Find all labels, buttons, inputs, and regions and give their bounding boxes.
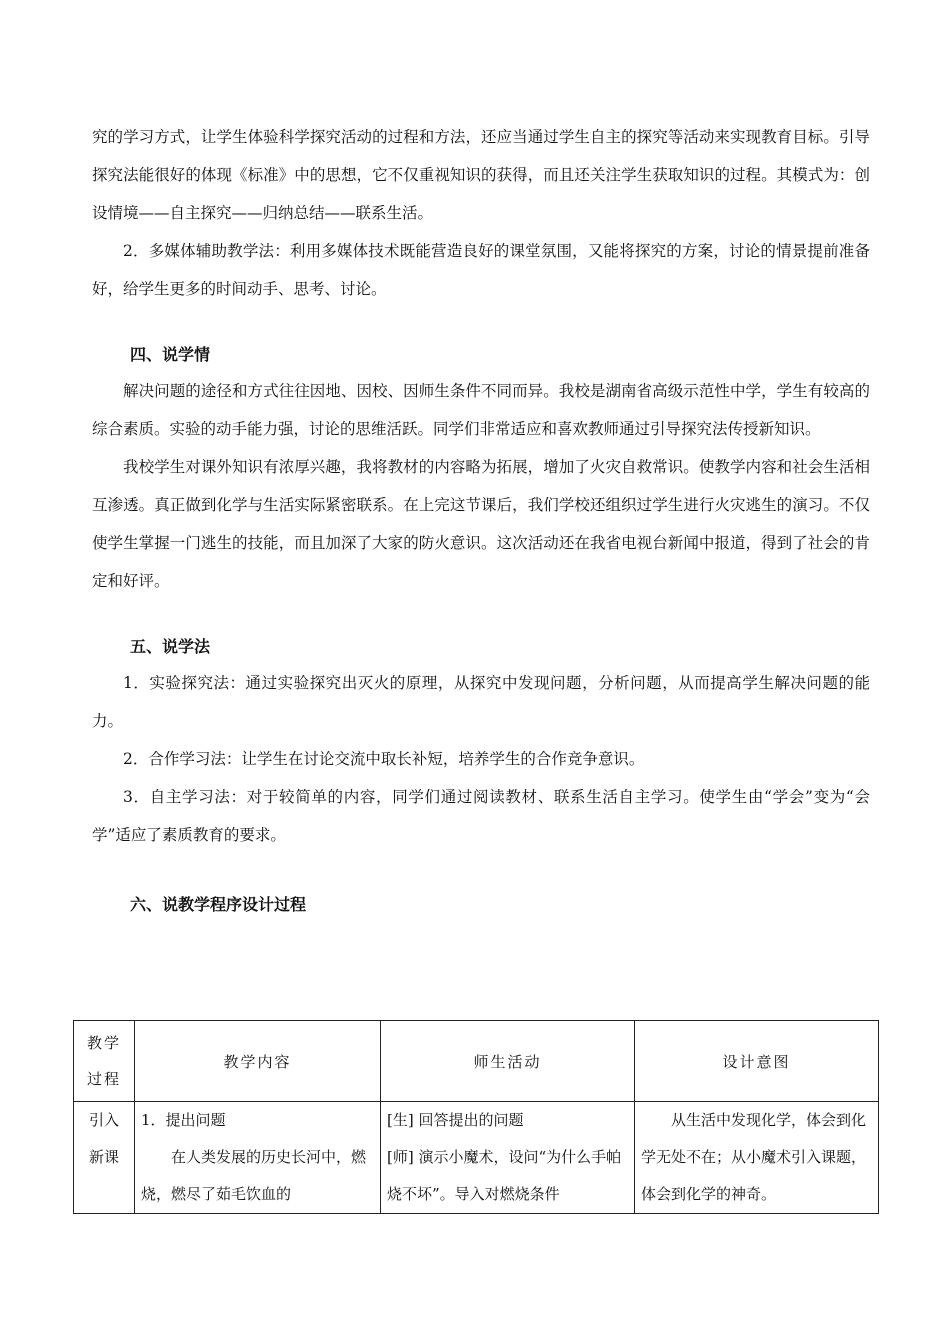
paragraph-learning-method-1: 1．实验探究法：通过实验探究出灭火的原理，从探究中发现问题，分析问题，从而提高学生解决问题的能力。 [92, 674, 870, 730]
header-stage-line1: 教学 [86, 1034, 121, 1052]
paragraph-multimedia-method: 2．多媒体辅助教学法：利用多媒体技术既能营造良好的课堂氛围，又能将探究的方案，讨论的情景提前准备好，给学生更多的时间动手、思考、讨论。 [92, 242, 870, 298]
paragraph-learning-method-2: 2．合作学习法：让学生在讨论交流中取长补短，培养学生的合作竞争意识。 [123, 750, 645, 768]
row-content-body: 在人类发展的历史长河中，燃烧，燃尽了茹毛饮血的 [141, 1148, 367, 1203]
row-activity-line2: [师] 演示小魔术，设问“为什么手帕烧不坏”。导入对燃烧条件 [387, 1148, 622, 1203]
paragraph-student-analysis-2: 我校学生对课外知识有浓厚兴趣，我将教材的内容略为拓展，增加了火灾自救常识。使教学内容和社会生活相互渗透。真正做到化学与生活实际紧密联系。在上完这节课后，我们学校还组织过学生进行火灾逃生的演习。不仅使学生掌握一门逃生的技能，而且加深了大家的防火意识。这次活动还在我省电视台新闻中报道，得到了社会的肯定和好评。 [92, 458, 870, 590]
row-activity [381, 1102, 635, 1214]
section-heading-teaching-procedure: 六、说教学程序设计过程 [130, 895, 307, 914]
table-row [74, 1102, 879, 1214]
row-stage-line2: 新课 [88, 1148, 119, 1166]
section-heading-student-analysis: 四、说学情 [130, 345, 211, 364]
row-stage [74, 1102, 135, 1214]
row-intent [635, 1102, 879, 1214]
document-body [92, 118, 870, 922]
header-intent: 设计意图 [635, 1021, 879, 1102]
row-content-title: 1．提出问题 [141, 1111, 226, 1129]
header-stage-line2: 过程 [86, 1070, 121, 1088]
paragraph-method-continued: 究的学习方式，让学生体验科学探究活动的过程和方法，还应当通过学生自主的探究等活动来实现教育目标。引导探究法能很好的体现《标准》中的思想，它不仅重视知识的获得，而且还关注学生获取知识的过程。其模式为：创设情境——自主探究——归纳总结——联系生活。 [92, 128, 870, 222]
row-content [135, 1102, 381, 1214]
row-intent-text: 从生活中发现化学，体会到化学无处不在；从小魔术引入课题，体会到化学的神奇。 [641, 1111, 867, 1203]
header-activity: 师生活动 [381, 1021, 635, 1102]
header-stage [74, 1021, 135, 1102]
row-stage-line1: 引入 [88, 1111, 119, 1129]
header-content: 教学内容 [135, 1021, 381, 1102]
teaching-procedure-table [73, 1020, 879, 1214]
paragraph-learning-method-3: 3．自主学习法：对于较简单的内容，同学们通过阅读教材、联系生活自主学习。使学生由“学会”变为“会学”适应了素质教育的要求。 [92, 788, 870, 844]
paragraph-student-analysis-1: 解决问题的途径和方式往往因地、因校、因师生条件不同而异。我校是湖南省高级示范性中学，学生有较高的综合素质。实验的动手能力强，讨论的思维活跃。同学们非常适应和喜欢教师通过引导探究法传授新知识。 [92, 382, 870, 438]
table-header-row [74, 1021, 879, 1102]
row-activity-line1: [生] 回答提出的问题 [387, 1111, 524, 1129]
section-heading-learning-methods: 五、说学法 [130, 637, 211, 656]
